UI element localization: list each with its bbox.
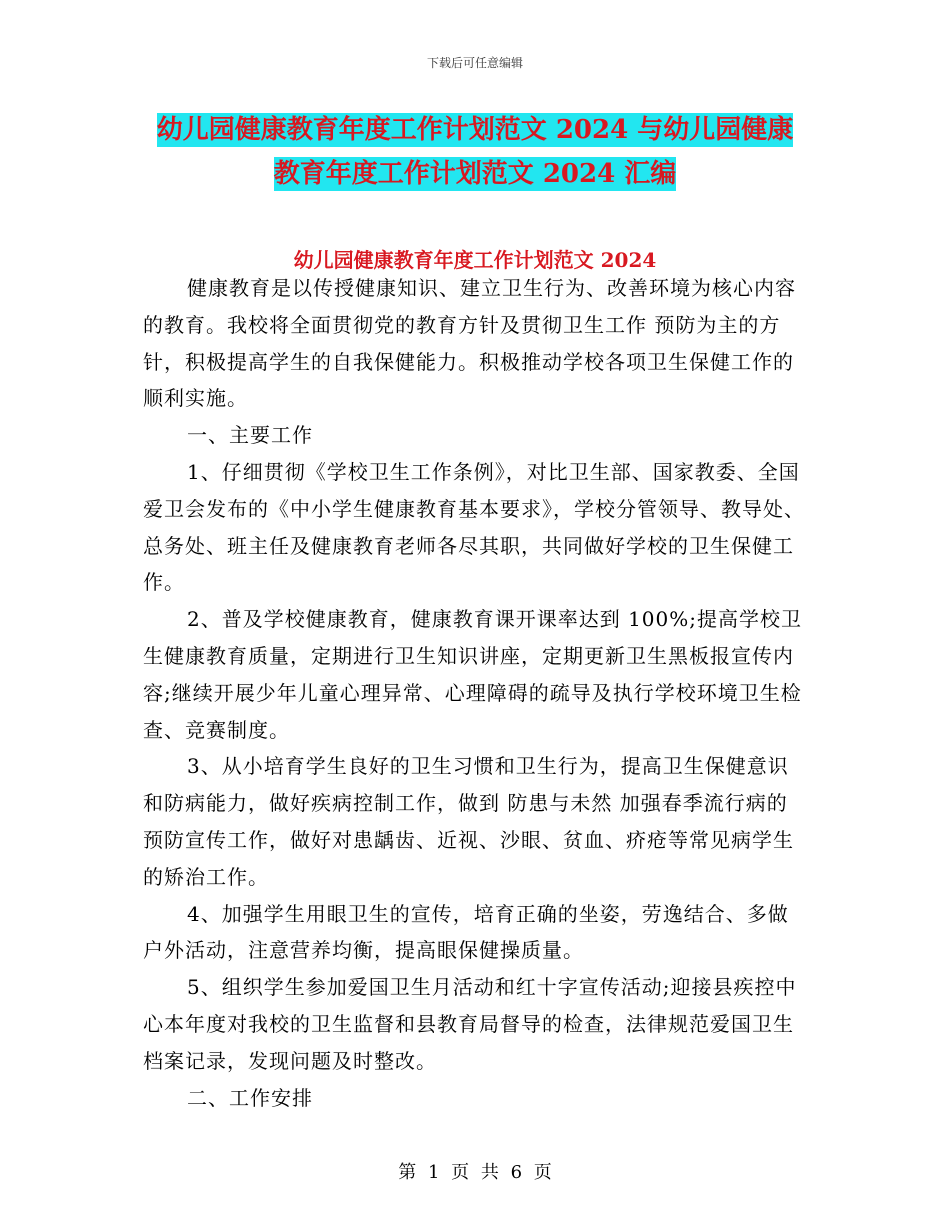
title-highlight-1: 幼儿园健康教育年度工作计划范文 2024 与幼儿园健康 [156, 115, 794, 145]
page-header-note: 下载后可任意编辑 [426, 56, 523, 70]
heading-work-arrangement: 二、工作安排 [187, 1085, 313, 1110]
document-title-line-2 [0, 154, 950, 194]
paragraph-item-1: 1、仔细贯彻《学校卫生工作条例》，对比卫生部、国家教委、全国爱卫会发布的《中小学生健康教育基本要求》，学校分管领导、教导处、总务处、班主任及健康教育老师各尽其职，共同做好学校的卫生保健工作。 [143, 459, 805, 595]
heading-main-work: 一、主要工作 [187, 423, 313, 448]
document-body [143, 270, 807, 1116]
paragraph-item-4: 4、加强学生用眼卫生的宣传，培育正确的坐姿，劳逸结合、多做户外活动，注意营养均衡，提高眼保健操质量。 [143, 901, 789, 963]
paragraph-item-3: 3、从小培育学生良好的卫生习惯和卫生行为，提高卫生保健意识和防病能力，做好疾病控制工作，做到 防患与未然 加强春季流行病的预防宣传工作，做好对患龋齿、近视、沙眼、贫血、疥疮等常见病学生的矫治工作。 [143, 754, 794, 889]
paragraph-item-2: 2、普及学校健康教育，健康教育课开课率达到 100%;提高学校卫生健康教育质量，定期进行卫生知识讲座，定期更新卫生黑板报宣传内容;继续开展少年儿童心理异常、心理障碍的疏导及执行学校环境卫生检查、竞赛制度。 [143, 607, 802, 742]
document-title-line-1 [0, 110, 950, 150]
title-highlight-2: 教育年度工作计划范文 2024 汇编 [273, 159, 677, 189]
paragraph-item-5: 5、组织学生参加爱国卫生月活动和红十字宣传活动;迎接县疾控中心本年度对我校的卫生监督和县教育局督导的检查，法律规范爱国卫生档案记录，发现问题及时整改。 [143, 975, 797, 1073]
section-title: 幼儿园健康教育年度工作计划范文 2024 [293, 248, 657, 272]
page-footer: 第 1 页 共 6 页 [398, 1162, 552, 1183]
paragraph-intro: 健康教育是以传授健康知识、建立卫生行为、改善环境为核心内容的教育。我校将全面贯彻党的教育方针及贯彻卫生工作 预防为主的方针，积极提高学生的自我保健能力。积极推动学校各项卫生保健工作的顺利实施。 [143, 276, 796, 411]
